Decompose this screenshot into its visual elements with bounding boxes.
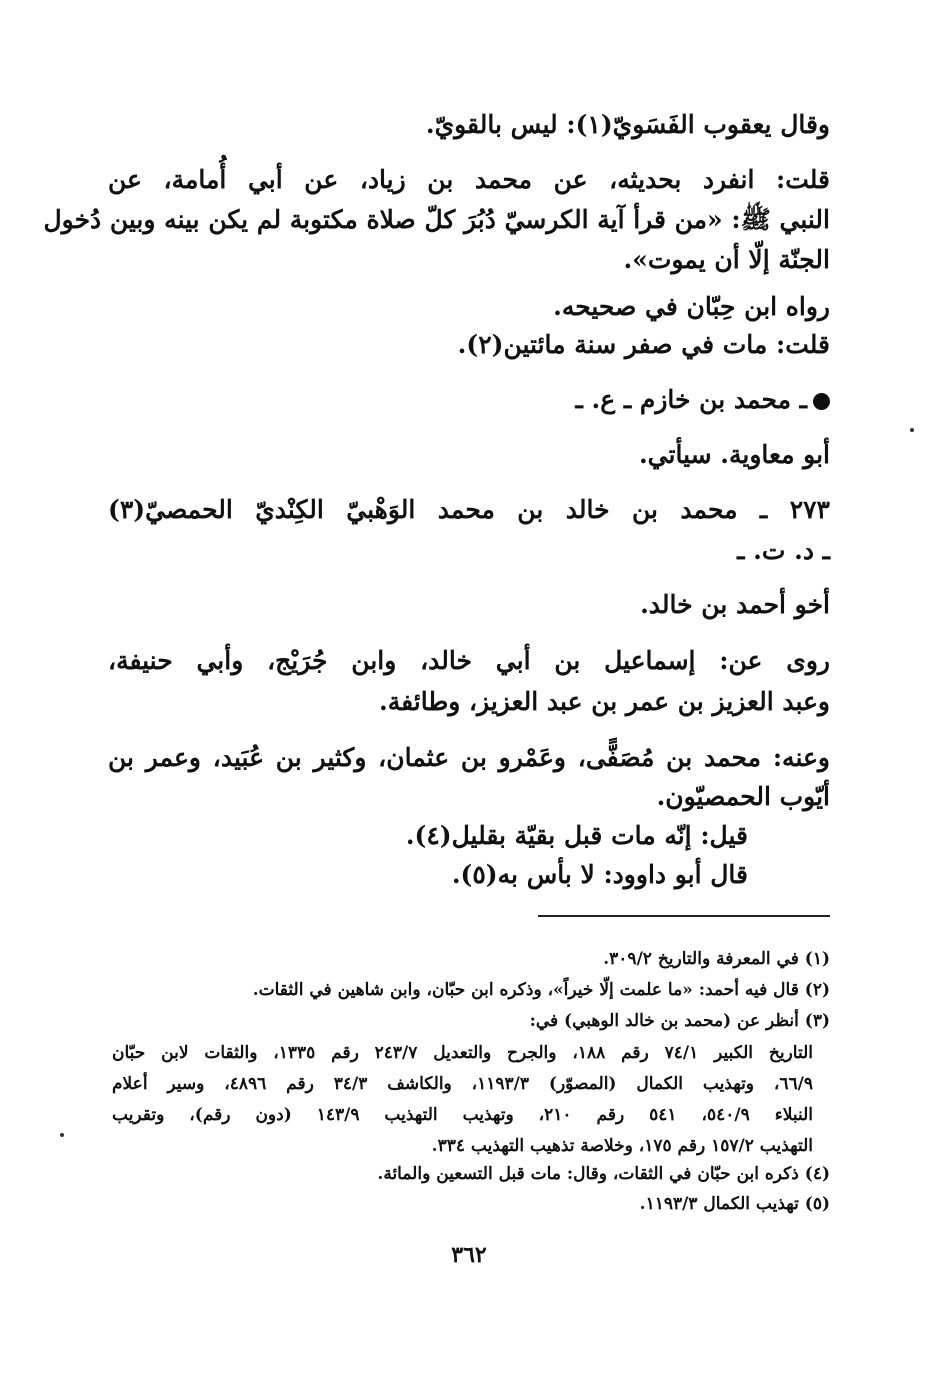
footnote-line: (٢) قال فيه أحمد: «ما علمت إلّا خيراً»، وذكره ابن حبّان، وابن شاهين في الثقات.	[252, 980, 830, 1000]
body-line: أيّوب الحمصيّون.	[656, 782, 830, 811]
body-line: قلت: مات في صفر سنة مائتين(٢).	[457, 330, 830, 359]
footnote-line: (٤) ذكره ابن حبّان في الثقات، وقال: مات قبل التسعين والمائة.	[377, 1164, 830, 1184]
body-line: قال أبو داوود: لا بأس به(٥).	[451, 860, 748, 889]
footnote-line: التاريخ الكبير ٧٤/١ رقم ١٨٨، والجرح والتعديل ٢٤٣/٧ رقم ١٣٣٥، والثقات لابن حبّان	[112, 1043, 813, 1063]
scan-speck	[60, 1133, 64, 1137]
body-line: وعبد العزيز بن عمر بن عبد العزيز، وطائفة.	[378, 687, 830, 716]
body-line: وقال يعقوب الفَسَويّ(١): ليس بالقويّ.	[425, 110, 830, 139]
page-number: ٣٦٢	[451, 1242, 487, 1268]
footnote-line: ٦٦/٩، وتهذيب الكمال (المصوّر) ١١٩٣/٣، والكاشف ٣٤/٣ رقم ٤٨٩٦، وسير أعلام	[112, 1074, 813, 1094]
body-line: قلت: انفرد بحديثه، عن محمد بن زياد، عن أبي أُمامة، عن	[108, 165, 830, 194]
body-line: أبو معاوية. سيأتي.	[638, 440, 830, 469]
entry-heading: ٢٧٣ ـ محمد بن خالد بن محمد الوَهْبيّ الكِنْديّ الحمصيّ(٣)	[108, 495, 830, 524]
body-line: رواه ابن حِبّان في صحيحه.	[553, 292, 830, 321]
body-line: النبي ﷺ: «من قرأ آية الكرسيّ دُبُرَ كلّ صلاة مكتوبة لم يكن بينه وبين دُخول	[43, 205, 830, 234]
footnote-line: النبلاء ٥٤٠/٩، ٥٤١ رقم ٢١٠، وتهذيب التهذيب ١٤٣/٩ (دون رقم)، وتقريب	[112, 1105, 814, 1125]
footnote-line: (٣) أنظر عن (محمد بن خالد الوهبي) في:	[529, 1011, 830, 1031]
body-line: أخو أحمد بن خالد.	[640, 590, 830, 619]
entry-heading	[575, 383, 830, 417]
body-line: وعنه: محمد بن مُصَفًّى، وعَمْرو بن عثمان، وكثير بن عُبَيد، وعمر بن	[108, 743, 830, 772]
bullet-icon	[813, 393, 830, 410]
footnote-line: (١) في المعرفة والتاريخ ٣٠٩/٢.	[603, 949, 830, 969]
scan-speck	[910, 428, 914, 432]
body-line: روى عن: إسماعيل بن أبي خالد، وابن جُرَيْج، وأبي حنيفة،	[108, 646, 830, 675]
body-line: الجنّة إلّا أن يموت».	[623, 245, 830, 274]
body-line: قيل: إنّه مات قبل بقيّة بقليل(٤).	[405, 821, 748, 850]
entry-heading-text: ـ محمد بن خازم ـ ع. ـ	[575, 385, 807, 414]
footnote-line: التهذيب ١٥٧/٢ رقم ١٧٥، وخلاصة تذهيب التهذيب ٣٣٤.	[431, 1136, 813, 1156]
entry-heading-cont: ـ د. ت. ـ	[737, 536, 830, 565]
footnote-separator	[538, 915, 830, 917]
footnote-line: (٥) تهذيب الكمال ١١٩٣/٣.	[639, 1194, 830, 1214]
